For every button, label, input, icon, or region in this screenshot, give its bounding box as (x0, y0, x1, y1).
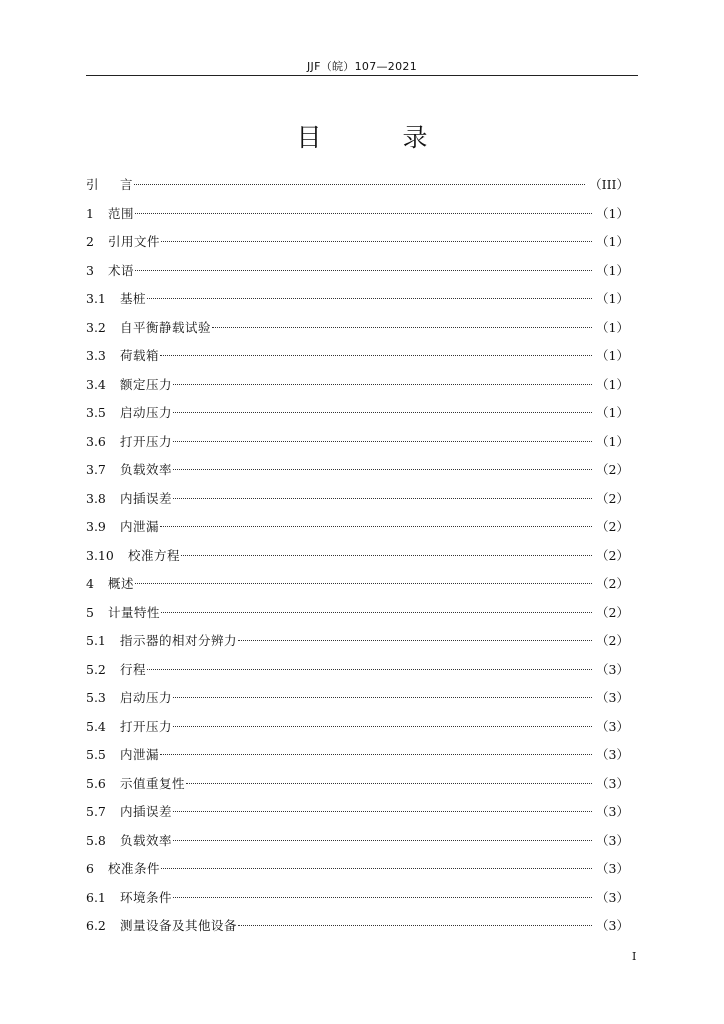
toc-entry-label: 打开压力 (120, 718, 173, 734)
toc-dot-leader (160, 526, 592, 527)
toc-dot-leader (238, 640, 592, 641)
toc-entry-page: （1） (596, 262, 629, 278)
toc-entry-number: 6 (86, 861, 94, 876)
toc-entry-label: 荷载箱 (120, 348, 160, 363)
toc-entry-page: （3） (596, 747, 629, 762)
toc-entry-label: 内插误差 (120, 804, 173, 819)
toc-entry-number: 2 (86, 234, 94, 249)
toc-entry[interactable] (86, 489, 629, 518)
toc-entry[interactable] (86, 346, 629, 375)
toc-entry-number: 5 (86, 604, 94, 620)
toc-entry-label: 测量设备及其他设备 (120, 918, 238, 933)
toc-entry[interactable] (86, 831, 629, 860)
toc-entry-page: （2） (596, 633, 629, 648)
toc-entry[interactable] (86, 802, 629, 831)
toc-dot-leader (181, 555, 592, 556)
toc-dot-leader (135, 270, 592, 271)
toc-entry[interactable] (86, 631, 629, 660)
toc-entry-page: （1） (596, 405, 629, 420)
toc-entry-number: 3.2 (86, 319, 106, 335)
toc-entry-label: 内插误差 (120, 490, 173, 506)
toc-entry[interactable] (86, 745, 629, 774)
toc-entry[interactable] (86, 204, 629, 233)
toc-entry-label: 环境条件 (120, 889, 173, 905)
toc-entry-label: 校准方程 (128, 547, 181, 563)
toc-entry[interactable] (86, 460, 629, 489)
toc-entry-label: 引用文件 (108, 234, 161, 249)
toc-entry-page: （1） (596, 376, 629, 392)
toc-entry-label: 启动压力 (120, 690, 173, 705)
toc-dot-leader (186, 783, 592, 784)
toc-entry[interactable] (86, 660, 629, 689)
toc-entry-page: （3） (596, 775, 629, 791)
toc-entry-page: （2） (596, 604, 629, 620)
toc-dot-leader (147, 669, 592, 670)
toc-entry-label: 计量特性 (108, 604, 161, 620)
toc-entry[interactable] (86, 888, 629, 917)
toc-entry-page: （3） (596, 861, 629, 876)
toc-entry[interactable] (86, 859, 629, 888)
toc-entry-number: 6.1 (86, 889, 106, 905)
toc-entry-label: 示值重复性 (120, 775, 186, 791)
toc-entry-page: （2） (596, 576, 629, 591)
toc-entry[interactable] (86, 517, 629, 546)
toc-dot-leader (173, 384, 592, 385)
toc-entry-page: （III） (589, 177, 629, 192)
toc-entry-page: （3） (596, 804, 629, 819)
toc-entry-number: 引 (86, 177, 99, 192)
toc-entry-number: 3.1 (86, 291, 106, 306)
toc-entry-number: 3.7 (86, 462, 106, 477)
toc-dot-leader (173, 469, 592, 470)
toc-entry[interactable] (86, 688, 629, 717)
toc-entry-page: （3） (596, 918, 629, 933)
toc-entry[interactable] (86, 375, 629, 404)
toc-dot-leader (173, 811, 592, 812)
toc-entry-label: 术语 (108, 262, 135, 278)
toc-entry-number: 3.6 (86, 433, 106, 449)
toc-entry[interactable] (86, 175, 629, 204)
toc-entry-label: 负载效率 (120, 462, 173, 477)
toc-dot-leader (173, 726, 592, 727)
toc-dot-leader (173, 412, 592, 413)
toc-entry[interactable] (86, 318, 629, 347)
toc-entry-page: （3） (596, 889, 629, 905)
toc-entry-number: 6.2 (86, 918, 106, 933)
toc-entry-page: （1） (596, 348, 629, 363)
toc-entry[interactable] (86, 546, 629, 575)
toc-entry-number: 3.10 (86, 547, 114, 563)
toc-entry[interactable] (86, 261, 629, 290)
toc-entry-label: 基桩 (120, 291, 147, 306)
toc-entry[interactable] (86, 603, 629, 632)
toc-entry[interactable] (86, 774, 629, 803)
toc-dot-leader (173, 897, 592, 898)
toc-entry-label: 言 (120, 177, 134, 192)
toc-entry-label: 指示器的相对分辨力 (120, 633, 238, 648)
toc-entry-page: （2） (596, 519, 629, 534)
toc-entry-page: （1） (596, 319, 629, 335)
toc-entry-label: 概述 (108, 576, 135, 591)
toc-entry-number: 5.2 (86, 661, 106, 677)
toc-entry-number: 1 (86, 205, 94, 221)
toc-dot-leader (161, 868, 592, 869)
toc-dot-leader (238, 925, 592, 926)
toc-entry-page: （1） (596, 433, 629, 449)
header-rule (86, 75, 638, 76)
toc-dot-leader (173, 697, 592, 698)
toc-dot-leader (161, 612, 592, 613)
toc-entry-number: 3.3 (86, 348, 106, 363)
toc-entry-label: 自平衡静载试验 (120, 319, 212, 335)
toc-entry[interactable] (86, 717, 629, 746)
toc-entry-page: （3） (596, 690, 629, 705)
toc-dot-leader (160, 355, 592, 356)
toc-dot-leader (160, 754, 592, 755)
toc-entry-page: （2） (596, 462, 629, 477)
toc-dot-leader (173, 498, 592, 499)
toc-entry[interactable] (86, 432, 629, 461)
page-folio: I (632, 950, 637, 963)
toc-entry-label: 内泄漏 (120, 519, 160, 534)
toc-entry-number: 5.4 (86, 718, 106, 734)
toc-entry-number: 5.6 (86, 775, 106, 791)
toc-entry-number: 3.8 (86, 490, 106, 506)
toc-dot-leader (173, 441, 592, 442)
toc-entry-label: 打开压力 (120, 433, 173, 449)
toc-entry[interactable] (86, 232, 629, 261)
toc-dot-leader (135, 213, 592, 214)
toc-dot-leader (212, 327, 592, 328)
page-title: 目 录 (296, 123, 456, 152)
toc-entry[interactable] (86, 289, 629, 318)
toc-entry-number: 5.3 (86, 690, 106, 705)
toc-dot-leader (147, 298, 592, 299)
running-header: JJF（皖）107—2021 (306, 60, 417, 73)
toc-dot-leader (134, 184, 585, 185)
toc-entry-label: 负载效率 (120, 832, 173, 848)
toc-entry-page: （2） (596, 547, 629, 563)
toc-entry-page: （3） (596, 832, 629, 848)
toc-entry-label: 额定压力 (120, 376, 173, 392)
toc-entry[interactable] (86, 574, 629, 603)
toc-entry-number: 5.1 (86, 633, 106, 648)
toc-entry-label: 行程 (120, 661, 147, 677)
toc-entry-page: （3） (596, 718, 629, 734)
toc-entry-label: 启动压力 (120, 405, 173, 420)
toc-entry-label: 校准条件 (108, 861, 161, 876)
toc-entry-number: 5.7 (86, 804, 106, 819)
toc-dot-leader (135, 583, 592, 584)
toc-entry-number: 3 (86, 262, 94, 278)
toc-dot-leader (161, 241, 592, 242)
toc-entry-number: 3.4 (86, 376, 106, 392)
toc-entry-page: （2） (596, 490, 629, 506)
toc-entry-page: （1） (596, 234, 629, 249)
toc-entry[interactable] (86, 403, 629, 432)
toc-entry-page: （1） (596, 291, 629, 306)
toc-entry[interactable] (86, 916, 629, 945)
toc-entry-number: 5.5 (86, 747, 106, 762)
table-of-contents (86, 175, 629, 945)
toc-entry-number: 3.9 (86, 519, 106, 534)
toc-entry-number: 5.8 (86, 832, 106, 848)
toc-entry-page: （3） (596, 661, 629, 677)
toc-entry-page: （1） (596, 205, 629, 221)
toc-entry-label: 内泄漏 (120, 747, 160, 762)
toc-entry-number: 3.5 (86, 405, 106, 420)
toc-entry-number: 4 (86, 576, 94, 591)
toc-entry-label: 范围 (108, 205, 135, 221)
toc-dot-leader (173, 840, 592, 841)
